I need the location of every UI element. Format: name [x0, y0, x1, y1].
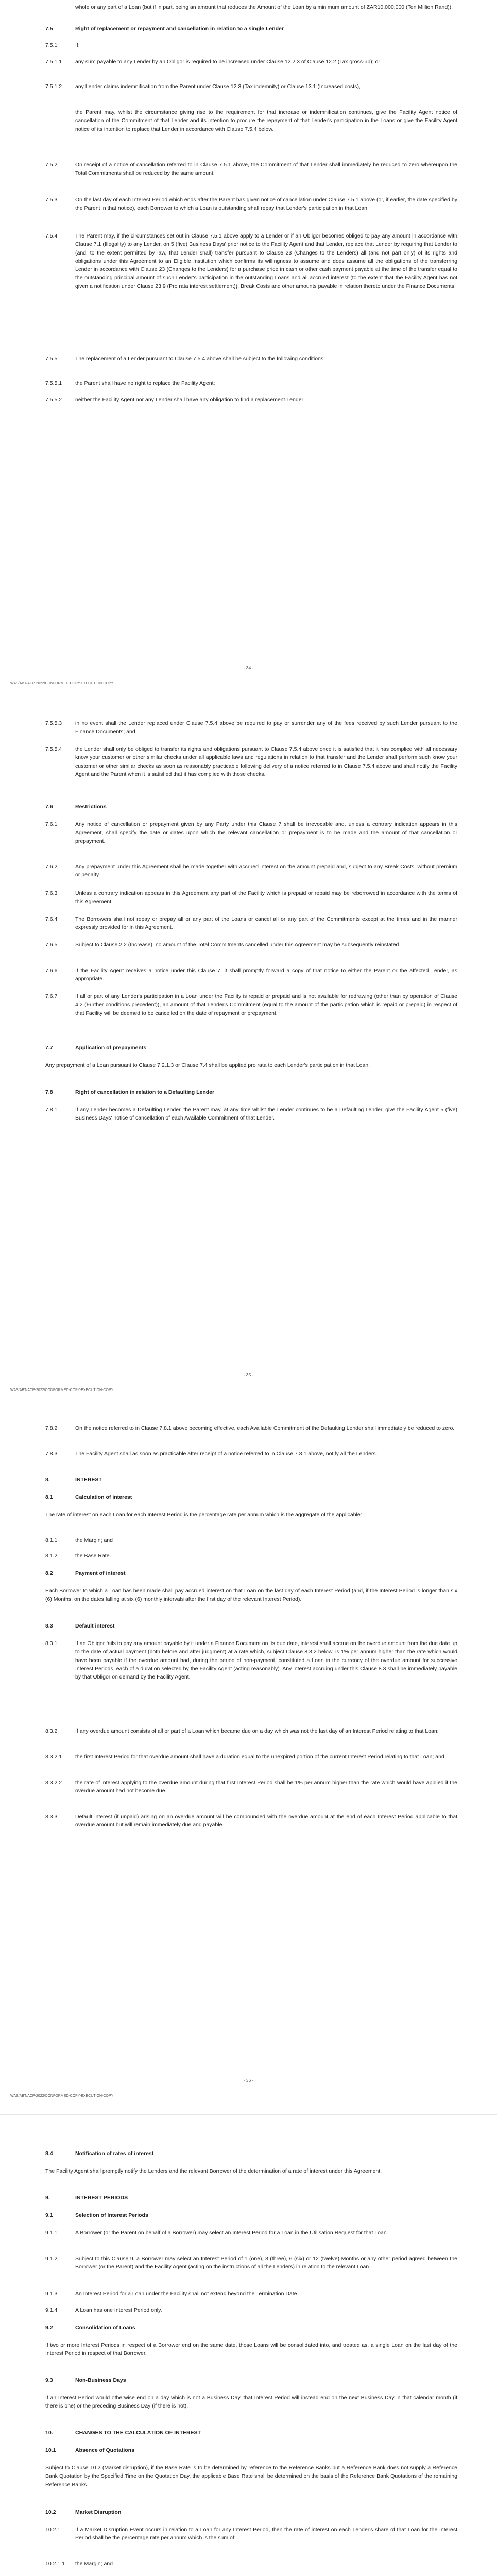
page-number: - 35 - — [243, 1372, 254, 1377]
document-footer: WAS/ABT/ACP-2022/CONFORMED-COPY-EXECUTION-COPY — [10, 682, 114, 685]
document-page-2: 7.5.5.3 in no event shall the Lender replaced under Clause 7.5.4 above be required to pay or surrender any of the fees received by such Lender pursuant to the Finance Documents; and 7.5.5.4 the Lender shall only be obliged to transfer its rights and obligations pursuant to Clause 7.5.4 above once it is satisfied that it has complied with all necessary know your customer or other similar checks under all applicable laws and regulations in relation to that transfer and the Lender shall perform such know your customer or other similar checks as soon as reasonably practicable following delivery of a notice referred to in Clause 7.5.4 above and shall notify the Facility Agent and the Parent when it is satisfied that it has complied with those checks. 7.6 Restrictions 7.6.1 Any notice of cancellation or prepayment given by any Party under this Clause 7 shall be irrevocable and, unless a contrary indication appears in this Agreement, shall specify the date or dates upon which the relevant cancellation or prepayment is to be made and the amount of that cancellation or prepayment. 7.6.2 Any prepayment under this Agreement shall be made together with accrued interest on the amount prepaid and, subject to any Break Costs, without premium or penalty. 7.6.3 Unless a contrary indication appears in this Agreement any part of the Facility which is prepaid or repaid may be reborrowed in accordance with the terms of this Agreement. 7.6.4 The Borrowers shall not repay or prepay all or any part of the Loans or cancel all or any part of the Commitments except at the times and in the manner expressly provided for in this Agreement. 7.6.5 Subject to Clause 2.2 (Increase), no amount of the Total Commitments cancelled under this Agreement may be subsequently reinstated. 7.6.6 If the Facility Agent receives a notice under this Clause 7, it shall promptly forward a copy of that notice to either the Parent or the affected Lender, as appropriate. 7.6.7 If all or part of any Lender's participation in a Loan under the Facility is repaid or prepaid and is not available for redrawing (other than by operation of Clause 4.2 (Further conditions precedent)), an amount of that Lender's Commitment (equal to the amount of the participation which is repaid or prepaid) in respect of that Facility will be deemed to be cancelled on the date of repayment or prepayment. 7.7 Application of prepayments Any prepayment of a Loan pursuant to Clause 7.2.1.3 or Clause 7.4 shall be applied pro rata to each Lender's participation in that Loan. 7.8 Right of cancellation in relation to a Defaulting Lender 7.8.1 If any Lender becomes a Defaulting Lender, the Parent may, at any time whilst the Lender continues to be a Defaulting Lender, give the Facility Agent 5 (five) Business Days' notice of cancellation of each Available Commitment of that Lender. - 35 - WAS/ABT/ACP-2022/CONFORMED-COPY-EXECUTION-COPY — [0, 704, 497, 1406]
document-page-1: whole or any part of a Loan (but if in part, being an amount that reduces the Amount of the Loan by a minimum amount of ZAR10,000,000 (Ten Million Rand)). 7.5 Right of replacement or repayment and cancellation in relation to a single Lender 7.5.1 If: 7.5.1.1 any sum payable to any Lender by an Obligor is required to be increased under Clause 12.2.3 of Clause 12.2 (Tax gross-up); or 7.5.1.2 any Lender claims indemnification from the Parent under Clause 12.3 (Tax indemnity) or Clause 13.1 (Increased costs), the Parent may, whilst the circumstance giving rise to the requirement for that increase or indemnification continues, give the Facility Agent notice of cancellation of the Commitment of that Lender and its intention to procure the repayment of that Lender's participation in the Loans or give the Facility Agent notice of its intention to replace that Lender in accordance with Clause 7.5.4 below. 7.5.2 On receipt of a notice of cancellation referred to in Clause 7.5.1 above, the Commitment of that Lender shall immediately be reduced to zero whereupon the Total Commitments shall be reduced by the same amount. 7.5.3 On the last day of each Interest Period which ends after the Parent has given notice of cancellation under Clause 7.5.1 above (or, if earlier, the date specified by the Parent in that notice), each Borrower to which a Loan is outstanding shall repay that Lender's participation in that Loan. 7.5.4 The Parent may, if the circumstances set out in Clause 7.5.1 above apply to a Lender or if an Obligor becomes obliged to pay any amount in accordance with Clause 7.1 (Illegality) to any Lender, on 5 (five) Business Days' prior notice to the Facility Agent and that Lender, replace that Lender by requiring that Lender to (and, to the extent permitted by law, that Lender shall) transfer pursuant to Clause 23 (Changes to the Lenders) all (and not part only) of its rights and obligations under this Agreement to an Eligible Institution which confirms its willingness to assume and does assume all the obligations of the transferring Lender in accordance with Clause 23 (Changes to the Lenders) for a purchase price in cash or other cash payment payable at the time of the transfer equal to the outstanding principal amount of such Lender's participation in the outstanding Loans and all accrued interest (to the extent that the Facility Agent has not given a notification under Clause 23.9 (Pro rata interest settlement)), Break Costs and other amounts payable in relation thereto under the Finance Documents. 7.5.5 The replacement of a Lender pursuant to Clause 7.5.4 above shall be subject to the following conditions: 7.5.5.1 the Parent shall have no right to replace the Facility Agent; 7.5.5.2 neither the Facility Agent nor any Lender shall have any obligation to find a replacement Lender; - 34 - WAS/ABT/ACP-2022/CONFORMED-COPY-EXECUTION-COPY — [0, 0, 497, 701]
document-footer: WAS/ABT/ACP-2022/CONFORMED-COPY-EXECUTION-COPY — [10, 1388, 114, 1392]
document-page-4: 8.4 Notification of rates of interest The Facility Agent shall promptly notify the Lenders and the relevant Borrower of the determination of a rate of interest under this Agreement. 9. INTEREST PERIODS 9.1 Selection of Interest Periods 9.1.1 A Borrower (or the Parent on behalf of a Borrower) may select an Interest Period for a Loan in the Utilisation Request for that Loan. 9.1.2 Subject to this Clause 9, a Borrower may select an Interest Period of 1 (one), 3 (three), 6 (six) or 12 (twelve) Months or any other period agreed between the Borrower (or the Parent) and the Facility Agent (acting on the instructions of all the Lenders) in relation to the relevant Loan. 9.1.3 An Interest Period for a Loan under the Facility shall not extend beyond the Termination Date. 9.1.4 A Loan has one Interest Period only. 9.2 Consolidation of Loans If two or more Interest Periods in respect of a Borrower end on the same date, those Loans will be consolidated into, and treated as, a single Loan on the last day of the Interest Period in respect of that Borrower. 9.3 Non-Business Days If an Interest Period would otherwise end on a day which is not a Business Day, that Interest Period will instead end on the next Business Day in that calendar month (if there is one) or the preceding Business Day (if there is not). 10. CHANGES TO THE CALCULATION OF INTEREST 10.1 Absence of Quotations Subject to Clause 10.2 (Market disruption), if the Base Rate is to be determined by reference to the Reference Banks but a Reference Bank does not supply a Reference Bank Quotation by the Specified Time on the Quotation Day, the applicable Base Rate shall be determined on the basis of the Reference Bank Quotations of the remaining Reference Banks. 10.2 Market Disruption 10.2.1 If a Market Disruption Event occurs in relation to a Loan for any Interest Period, then the rate of interest on each Lender's share of that Loan for the Interest Period shall be the percentage rate per annum which is the sum of: 10.2.1.1 the Margin; and — [45, 2150, 457, 2567]
document-footer: WAS/ABT/ACP-2022/CONFORMED-COPY-EXECUTION-COPY — [10, 2094, 114, 2098]
page-separator — [0, 2114, 497, 2115]
document-page-3: 7.8.2 On the notice referred to in Clause 7.8.1 above becoming effective, each Available Commitment of the Defaulting Lender shall immediately be reduced to zero. 7.8.3 The Facility Agent shall as soon as practicable after receipt of a notice referred to in Clause 7.8.1 above, notify all the Lenders. 8. INTEREST 8.1 Calculation of interest The rate of interest on each Loan for each Interest Period is the percentage rate per annum which is the aggregate of the applicable: 8.1.1 the Margin; and 8.1.2 the Base Rate. 8.2 Payment of interest Each Borrower to which a Loan has been made shall pay accrued interest on that Loan on the last day of each Interest Period (and, if the Interest Period is longer than six (6) Months, on the dates falling at six (6) monthly intervals after the first day of the relevant Interest Period). 8.3 Default interest 8.3.1 If an Obligor fails to pay any amount payable by it under a Finance Document on its due date, interest shall accrue on the overdue amount from the due date up to the date of actual payment (both before and after judgment) at a rate which, subject Clause 8.3.2 below, is 1% per annum higher than the rate which would have been payable if the overdue amount had, during the period of non-payment, constituted a Loan in the currency of the overdue amount for successive Interest Periods, each of a duration selected by the Facility Agent (acting reasonably). Any interest accruing under this Clause 8.3 shall be immediately payable by that Obligor on demand by the Facility Agent. 8.3.2 If any overdue amount consists of all or part of a Loan which became due on a day which was not the last day of an Interest Period relating to that Loan: 8.3.2.1 the first Interest Period for that overdue amount shall have a duration equal to the unexpired portion of the current Interest Period relating to that Loan; and 8.3.2.2 the rate of interest applying to the overdue amount during that first Interest Period shall be 1% per annum higher than the rate which would have applied if the overdue amount had not become due. 8.3.3 Default interest (if unpaid) arising on an overdue amount will be compounded with the overdue amount at the end of each Interest Period applicable to that overdue amount but will remain immediately due and payable. - 36 - WAS/ABT/ACP-2022/CONFORMED-COPY-EXECUTION-COPY — [0, 1410, 497, 2112]
page-number: - 36 - — [243, 2078, 254, 2083]
page-number: - 34 - — [243, 665, 254, 670]
